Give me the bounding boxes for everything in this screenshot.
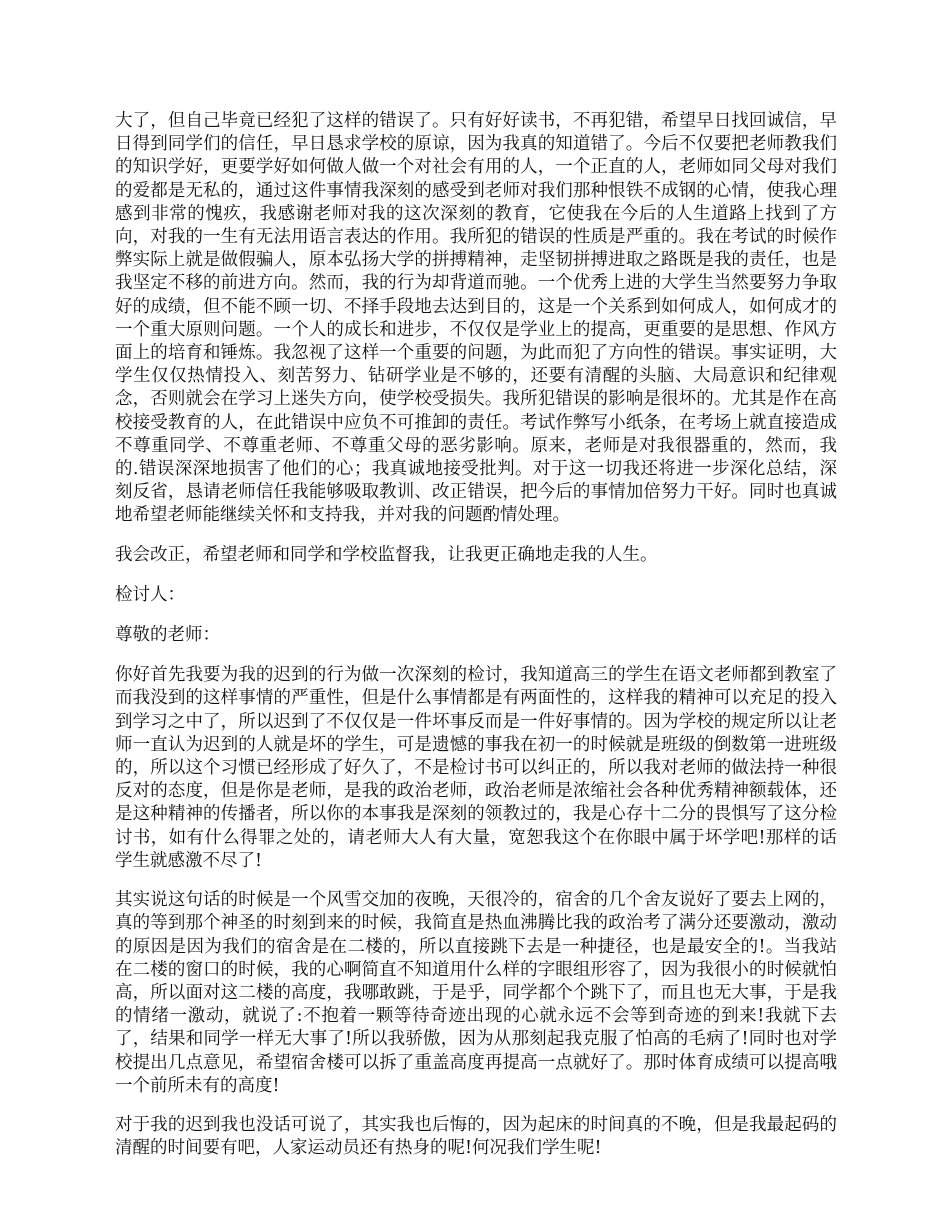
salutation: 尊敬的老师： (115, 625, 220, 646)
paragraph-lateness-intro: 你好首先我要为我的迟到的行为做一次深刻的检讨，我知道高三的学生在语文老师都到教室了而我没到的这样事情的严重性，但是什么事情都是有两面性的，这样我的精神可以充足的投入到学习之中了，所以迟到了不仅仅是一件坏事反而是一件好事情的。因为学校的规定所以让老师一直认为迟到的人就是坏的学生，可是遗憾的事我在初一的时候就是班级的倒数第一进班级的，所以这个习惯已经形成了好久了，不是检讨书可以纠正的，所以我对老师的做法持一种很反对的态度，但是你是老师，是我的政治老师，政治老师是浓缩社会各种优秀精神额载体，还是这种精神的传播者，所以你的本事我是深刻的领教过的，我是心存十二分的畏惧写了这分检讨书，如有什么得罪之处的，请老师大人有大量，宽恕我这个在你眼中属于坏学吧!那样的话学生就感激不尽了! (115, 665, 837, 871)
paragraph-dormitory-story: 其实说这句话的时候是一个风雪交加的夜晚，天很冷的，宿舍的几个舍友说好了要去上网的，真的等到那个神圣的时刻到来的时候，我简直是热血沸腾比我的政治考了满分还要激动，激动的原因是因为我们的宿舍是在二楼的，所以直接跳下去是一种捷径，也是最安全的!。当我站在二楼的窗口的时候，我的心啊简直不知道用什么样的字眼组形容了，因为我很小的时候就怕高，所以面对这二楼的高度，我哪敢跳，于是乎，同学都个个跳下了，而且也无大事，于是我的情绪一激动，就说了:不抱着一颗等待奇迹出现的心就永远不会等到奇迹的到来!我就下去了，结果和同学一样无大事了!所以我骄傲，因为从那刻起我克服了怕高的毛病了!同时也对学校提出几点意见，希望宿舍楼可以拆了重盖高度再提高一点就好了。那时体育成绩可以提高哦一个前所未有的高度! (115, 890, 837, 1096)
paragraph-apology-continuation: 大了，但自己毕竟已经犯了这样的错误了。只有好好读书，不再犯错，希望早日找回诚信，早日得到同学们的信任，早日恳求学校的原谅，因为我真的知道错了。今后不仅要把老师教我们的知识学好，更要学好如何做人做一个对社会有用的人，一个正直的人，老师如同父母对我们的爱都是无私的，通过这件事情我深刻的感受到老师对我们那种恨铁不成钢的心情，使我心理感到非常的愧疚，我感谢老师对我的这次深刻的教育，它使我在今后的人生道路上找到了方向，对我的一生有无法用语言表达的作用。我所犯的错误的性质是严重的。我在考试的时候作弊实际上就是做假骗人，原本弘扬大学的拼搏精神，走坚韧拼搏进取之路既是我的责任，也是我坚定不移的前进方向。然而，我的行为却背道而驰。一个优秀上进的大学生当然要努力争取好的成绩，但不能不顾一切、不择手段地去达到目的，这是一个关系到如何成人，如何成才的一个重大原则问题。一个人的成长和进步，不仅仅是学业上的提高，更重要的是思想、作风方面上的培育和锤炼。我忽视了这样一个重要的问题，为此而犯了方向性的错误。事实证明，大学生仅仅热情投入、刻苦努力、钻研学业是不够的，还要有清醒的头脑、大局意识和纪律观念，否则就会在学习上迷失方向，使学校受损失。我所犯错误的影响是很坏的。尤其是作在高校接受教育的人，在此错误中应负不可推卸的责任。考试作弊写小纸条，在考场上就直接造成不尊重同学、不尊重老师、不尊重父母的恶劣影响。原来，老师是对我很器重的，然而，我的.错误深深地损害了他们的心；我真诚地接受批判。对于这一切我还将进一步深化总结，深刻反省，恳请老师信任我能够吸取教训、改正错误，把今后的事情加倍努力干好。同时也真诚地希望老师能继续关怀和支持我，并对我的问题酌情处理。 (115, 111, 837, 526)
signature-label: 检讨人： (115, 584, 185, 605)
paragraph-promise: 我会改正，希望老师和同学和学校监督我，让我更正确地走我的人生。 (115, 544, 658, 565)
document-body (115, 110, 837, 1176)
paragraph-conclusion: 对于我的迟到我也没话可说了，其实我也后悔的，因为起床的时间真的不晚，但是我最起码的清醒的时间要有吧，人家运动员还有热身的呢!何况我们学生呢! (115, 1114, 837, 1159)
